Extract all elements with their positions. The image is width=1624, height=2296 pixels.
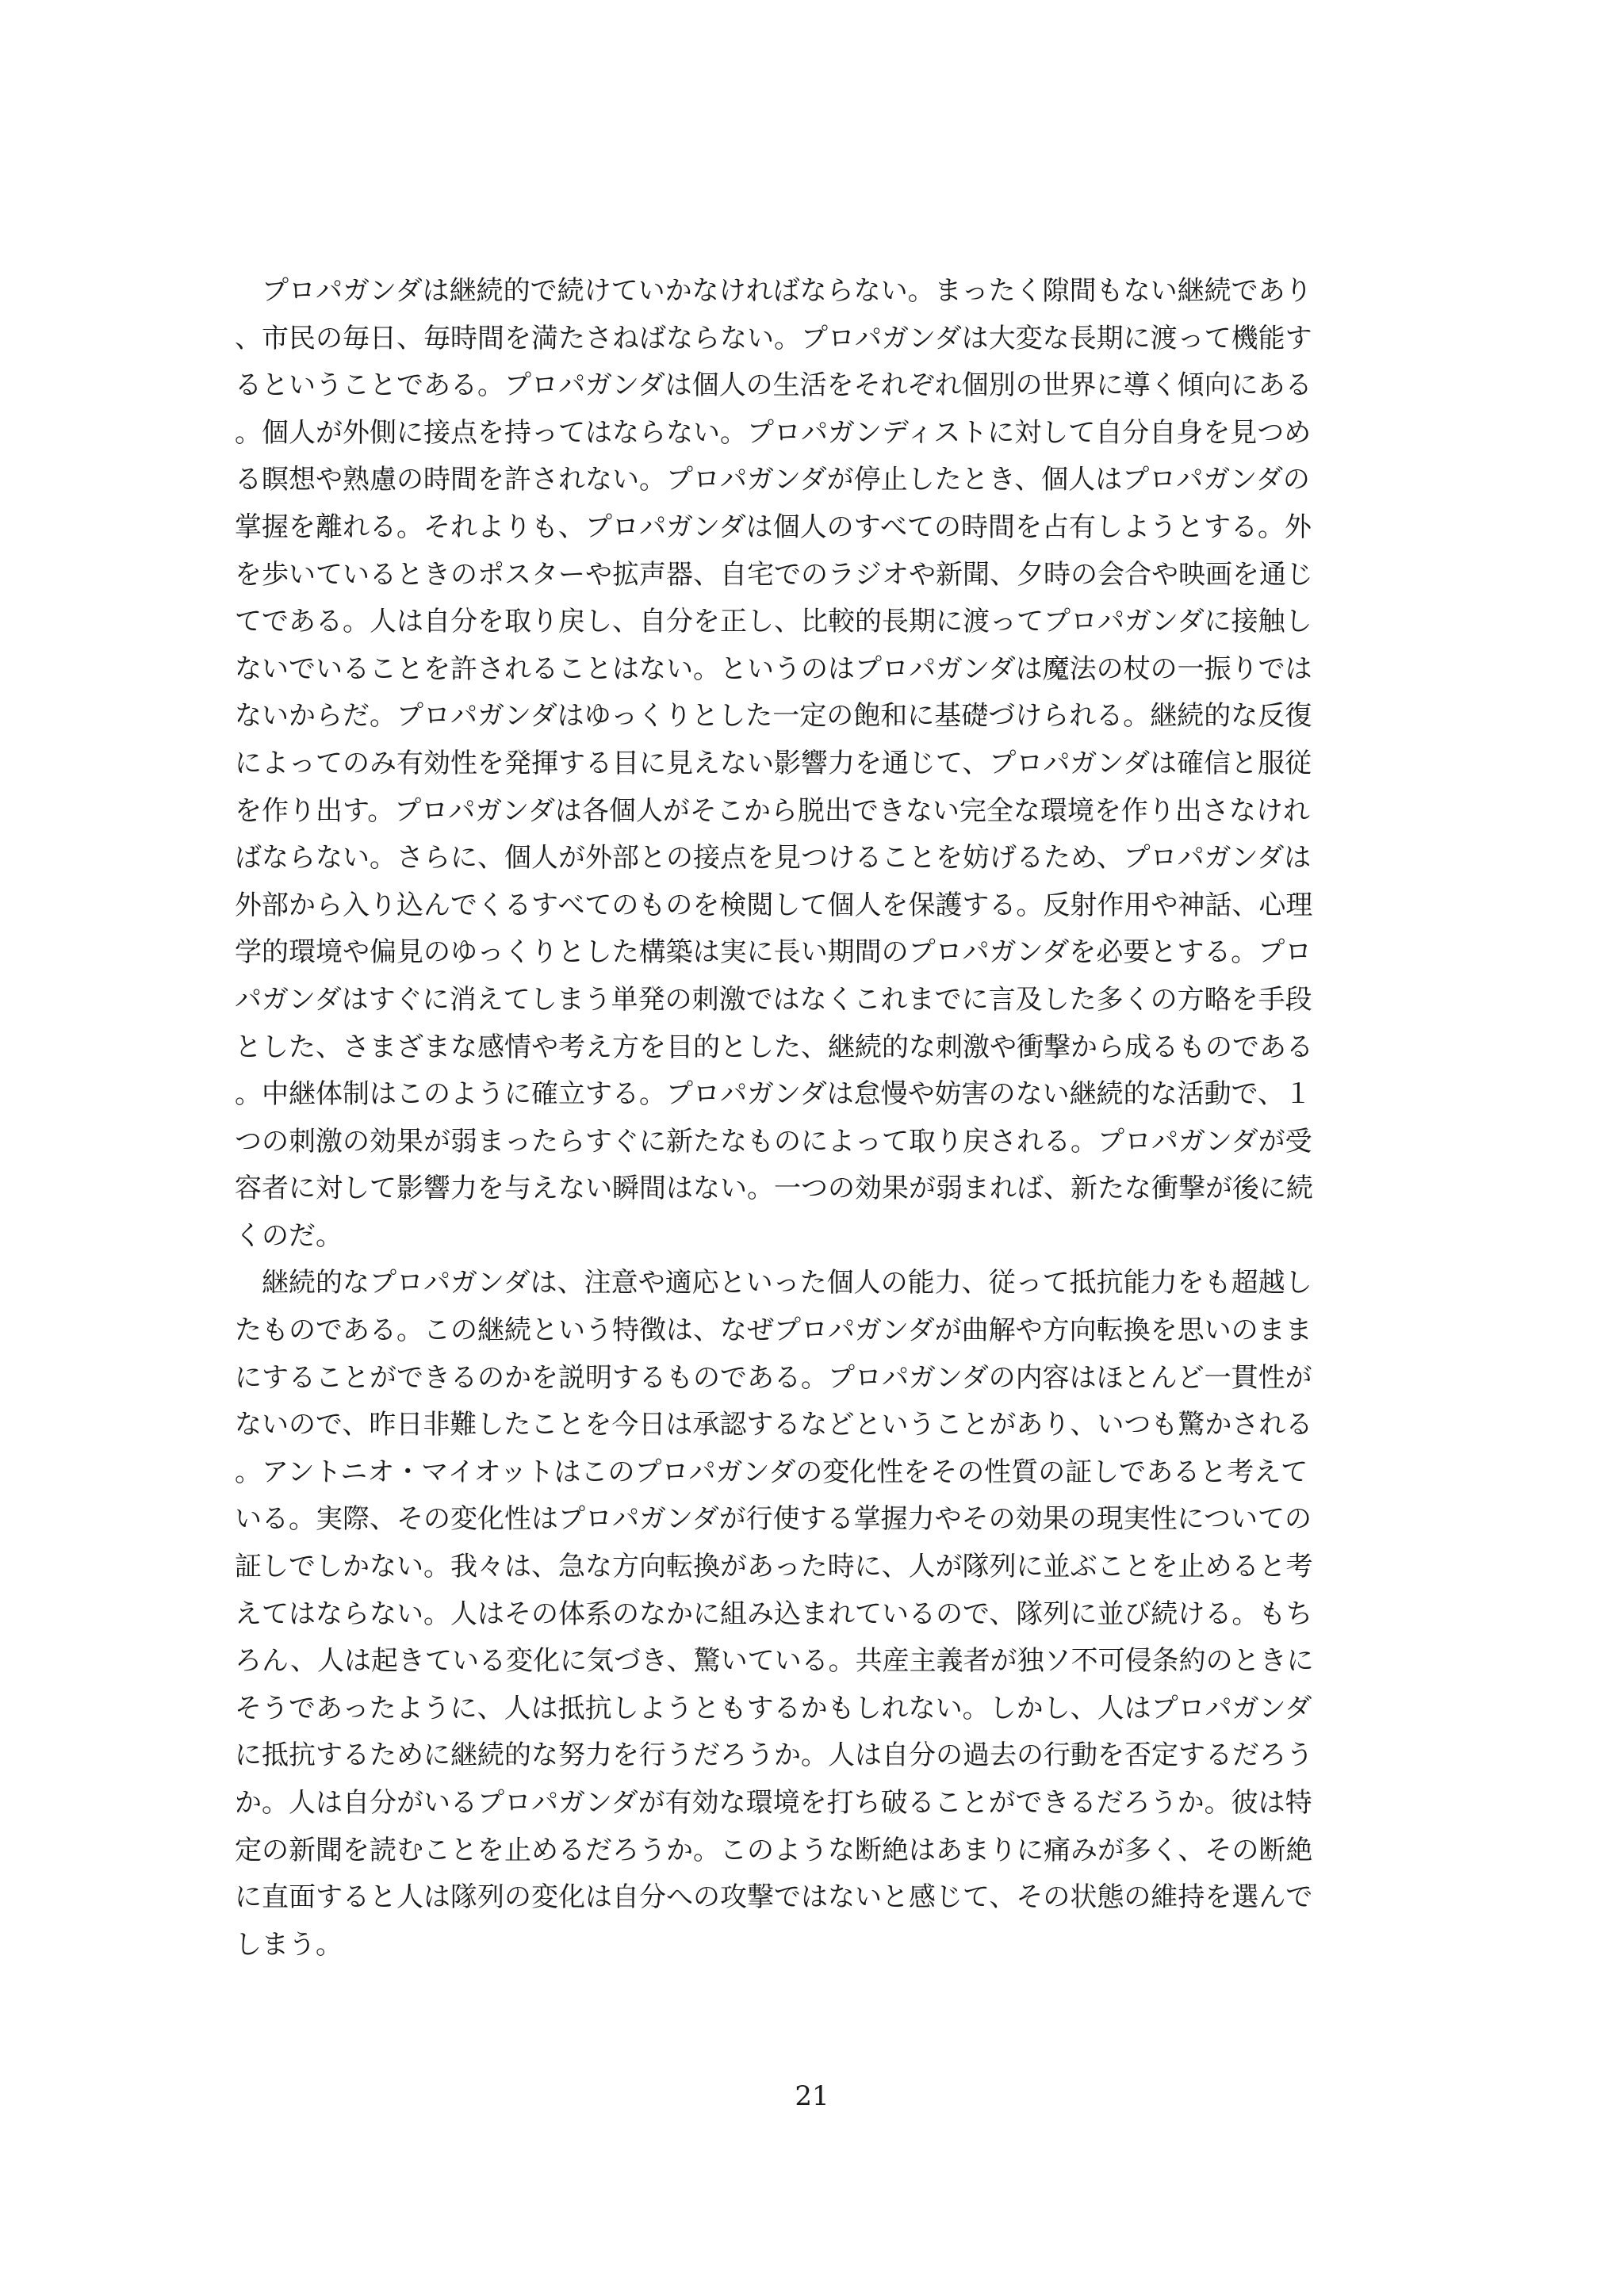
text-line: ないからだ。プロパガンダはゆっくりとした一定の飽和に基礎づけられる。継続的な反復 — [235, 700, 1312, 733]
text-line: えてはならない。人はその体系のなかに組み込まれているので、隊列に並び続ける。もち — [235, 1598, 1313, 1630]
text-line: か。人は自分がいるプロパガンダが有効な環境を打ち破ることができるだろうか。彼は特 — [235, 1787, 1312, 1819]
text-line: ないでいることを許されることはない。というのはプロパガンダは魔法の杖の一振りでは — [235, 652, 1312, 685]
text-line: 定の新聞を読むことを止めるだろうか。このような断絶はあまりに痛みが多く、その断絶 — [235, 1834, 1313, 1866]
text-line: ばならない。さらに、個人が外部との接点を見つけることを妨げるため、プロパガンダは — [235, 842, 1312, 874]
text-line: 証しでしかない。我々は、急な方向転換があった時に、人が隊列に並ぶことを止めると考 — [235, 1551, 1313, 1583]
text-line: そうであったように、人は抵抗しようともするかもしれない。しかし、人はプロパガンダ — [235, 1692, 1312, 1724]
text-line: 掌握を離れる。それよりも、プロパガンダは個人のすべての時間を占有しようとする。外 — [235, 511, 1312, 543]
text-line: るということである。プロパガンダは個人の生活をそれぞれ個別の世界に導く傾向にある — [235, 369, 1312, 402]
text-line: 。アントニオ・マイオットはこのプロパガンダの変化性をその性質の証しであると考えて — [235, 1456, 1308, 1488]
text-line: 。個人が外側に接点を持ってはならない。プロパガンディストに対して自分自身を見つめ — [235, 416, 1312, 449]
text-line: てである。人は自分を取り戻し、自分を正し、比較的長期に渡ってプロパガンダに接触し — [235, 606, 1312, 638]
text-line: いる。実際、その変化性はプロパガンダが行使する掌握力やその効果の現実性についての — [235, 1503, 1312, 1536]
text-line: 。中継体制はこのように確立する。プロパガンダは怠慢や妨害のない継続的な活動で、１ — [235, 1078, 1312, 1111]
text-line: を歩いているときのポスターや拡声器、自宅でのラジオや新聞、夕時の会合や映画を通じ — [235, 558, 1313, 591]
text-line: ないので、昨日非難したことを今日は承認するなどということがあり、いつも驚かされる — [235, 1409, 1313, 1441]
page-number: 21 — [795, 2080, 829, 2112]
text-line: くのだ。 — [235, 1219, 343, 1252]
text-line: 容者に対して影響力を与えない瞬間はない。一つの効果が弱まれば、新たな衝撃が後に続 — [235, 1173, 1313, 1205]
text-line: に直面すると人は隊列の変化は自分への攻撃ではないと感じて、その状態の維持を選んで — [235, 1881, 1313, 1914]
text-line: つの刺激の効果が弱まったらすぐに新たなものによって取り戻される。プロパガンダが受 — [235, 1125, 1312, 1158]
text-line: たものである。この継続という特徴は、なぜプロパガンダが曲解や方向転換を思いのまま — [235, 1314, 1312, 1347]
text-line: によってのみ有効性を発揮する目に見えない影響力を通じて、プロパガンダは確信と服従 — [235, 747, 1312, 779]
text-line: に抵抗するために継続的な努力を行うだろうか。人は自分の過去の行動を否定するだろう — [235, 1739, 1313, 1772]
text-line: る瞑想や熟慮の時間を許されない。プロパガンダが停止したとき、個人はプロパガンダの — [235, 464, 1310, 496]
text-line: しまう。 — [235, 1928, 343, 1961]
text-line: パガンダはすぐに消えてしまう単発の刺激ではなくこれまでに言及した多くの方略を手段 — [235, 983, 1312, 1016]
body-text — [235, 268, 1389, 1969]
text-line: にすることができるのかを説明するものである。プロパガンダの内容はほとんど一貫性が — [235, 1361, 1312, 1394]
text-line: 外部から入り込んでくるすべてのものを検閲して個人を保護する。反射作用や神話、心理 — [235, 889, 1313, 921]
text-line: プロパガンダは継続的で続けていかなければならない。まったく隙間もない継続であり — [235, 275, 1312, 307]
text-line: 、市民の毎日、毎時間を満たさねばならない。プロパガンダは大変な長期に渡って機能す — [235, 322, 1312, 354]
text-line: 継続的なプロパガンダは、注意や適応といった個人の能力、従って抵抗能力をも超越し — [235, 1267, 1312, 1299]
text-line: 学的環境や偏見のゆっくりとした構築は実に長い期間のプロパガンダを必要とする。プロ — [235, 936, 1312, 969]
text-line: とした、さまざまな感情や考え方を目的とした、継続的な刺激や衝撃から成るものである — [235, 1031, 1313, 1063]
text-line: を作り出す。プロパガンダは各個人がそこから脱出できない完全な環境を作り出さなけれ — [235, 794, 1310, 827]
text-line: ろん、人は起きている変化に気づき、驚いている。共産主義者が独ソ不可侵条約のときに — [235, 1645, 1314, 1678]
